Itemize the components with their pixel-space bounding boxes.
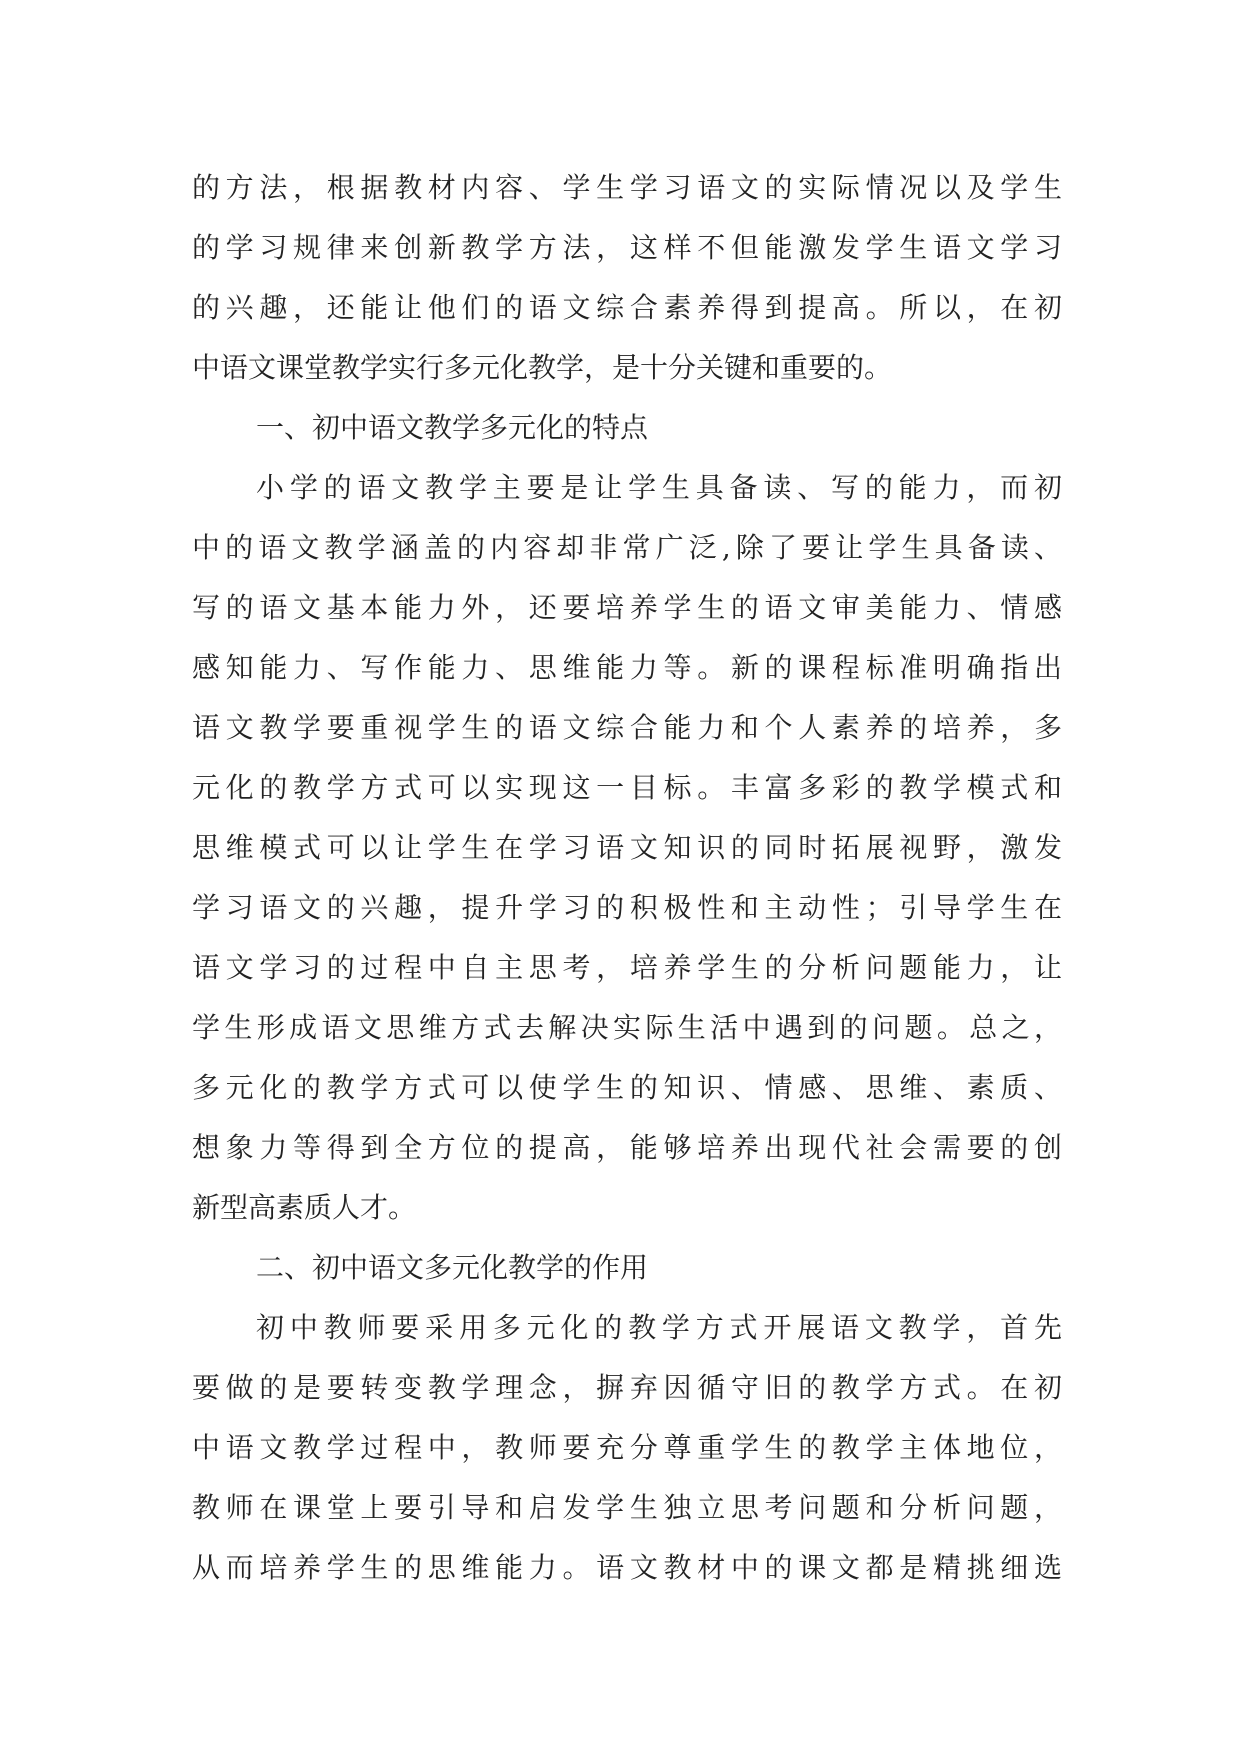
section-heading: 一、初中语文教学多元化的特点 [256,411,649,444]
text-line: 新型高素质人才。 [192,1191,417,1224]
text-line: 元化的教学方式可以实现这一目标。丰富多彩的教学模式和 [192,771,1062,804]
text-line: 教师在课堂上要引导和启发学生独立思考问题和分析问题， [192,1491,1062,1524]
text-line: 的兴趣，还能让他们的语文综合素养得到提高。所以，在初 [192,291,1062,324]
text-line: 写的语文基本能力外，还要培养学生的语文审美能力、情感 [192,591,1062,624]
section-heading: 二、初中语文多元化教学的作用 [256,1251,649,1284]
text-line: 语文教学要重视学生的语文综合能力和个人素养的培养，多 [192,711,1062,744]
text-line: 要做的是要转变教学理念，摒弃因循守旧的教学方式。在初 [192,1371,1062,1404]
text-line: 学生形成语文思维方式去解决实际生活中遇到的问题。总之， [192,1011,1062,1044]
text-line: 想象力等得到全方位的提高，能够培养出现代社会需要的创 [192,1131,1062,1164]
text-line: 思维模式可以让学生在学习语文知识的同时拓展视野，激发 [192,831,1062,864]
text-line: 的学习规律来创新教学方法，这样不但能激发学生语文学习 [192,231,1062,264]
text-line: 语文学习的过程中自主思考，培养学生的分析问题能力，让 [192,951,1062,984]
body-text [192,158,1062,1598]
text-line: 多元化的教学方式可以使学生的知识、情感、思维、素质、 [192,1071,1062,1104]
text-line: 中语文课堂教学实行多元化教学，是十分关键和重要的。 [192,351,893,384]
text-line: 中的语文教学涵盖的内容却非常广泛,除了要让学生具备读、 [192,531,1062,564]
text-line: 中语文教学过程中，教师要充分尊重学生的教学主体地位， [192,1431,1062,1464]
text-line: 小学的语文教学主要是让学生具备读、写的能力，而初 [256,471,1062,504]
text-line: 学习语文的兴趣，提升学习的积极性和主动性；引导学生在 [192,891,1062,924]
text-line: 初中教师要采用多元化的教学方式开展语文教学，首先 [256,1311,1062,1344]
text-line: 从而培养学生的思维能力。语文教材中的课文都是精挑细选 [192,1551,1062,1584]
text-line: 感知能力、写作能力、思维能力等。新的课程标准明确指出 [192,651,1062,684]
text-line: 的方法，根据教材内容、学生学习语文的实际情况以及学生 [192,171,1062,204]
